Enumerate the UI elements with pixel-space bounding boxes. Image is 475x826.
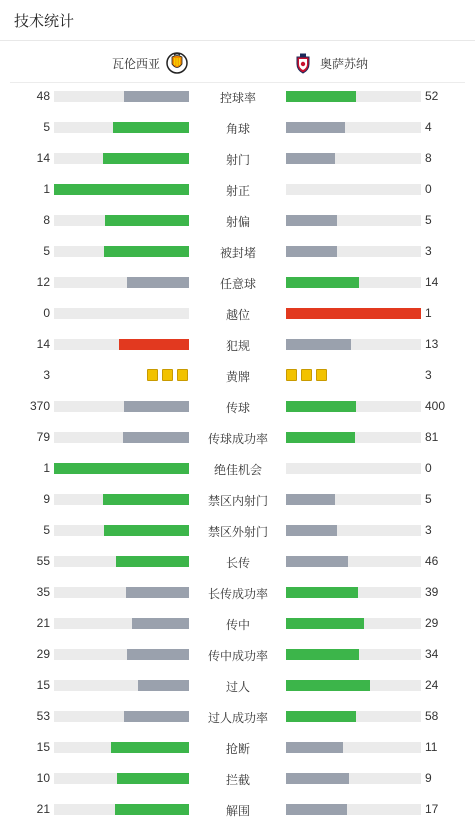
- stat-label: 过人成功率: [207, 711, 268, 725]
- home-value: 15: [36, 678, 50, 692]
- home-value: 53: [36, 709, 50, 723]
- home-team-name: 瓦伦西亚: [111, 56, 160, 71]
- stat-label: 角球: [225, 122, 250, 136]
- stat-label: 任意球: [219, 277, 256, 291]
- yellow-card-icon: [316, 369, 327, 381]
- away-bar-track: [286, 494, 421, 505]
- stat-row: [0, 577, 475, 608]
- away-value: 52: [425, 89, 439, 103]
- away-bar-track: [286, 91, 421, 102]
- stat-label: 禁区外射门: [207, 525, 268, 539]
- away-value: 4: [425, 120, 432, 134]
- away-bar-fill: [286, 556, 348, 567]
- stat-label: 过人: [225, 680, 250, 694]
- stat-row: [0, 391, 475, 422]
- home-bar-fill: [116, 556, 189, 567]
- away-value: 3: [425, 368, 432, 382]
- away-bar-track: [286, 587, 421, 598]
- home-bar-fill: [124, 401, 189, 412]
- stat-row: [0, 422, 475, 453]
- stat-label: 拦截: [225, 773, 250, 787]
- away-bar-fill: [286, 215, 337, 226]
- stat-row: [0, 267, 475, 298]
- stat-row: [0, 81, 475, 112]
- home-bar-track: [54, 432, 189, 443]
- home-bar-track: [54, 742, 189, 753]
- away-bar-track: [286, 184, 421, 195]
- home-bar-track: [54, 401, 189, 412]
- stat-label: 传中: [225, 618, 250, 632]
- stat-row: [0, 732, 475, 763]
- away-bar-fill: [286, 339, 351, 350]
- away-bar-fill: [286, 680, 370, 691]
- home-bar-fill: [113, 122, 189, 133]
- stat-label: 传球: [225, 401, 250, 415]
- stat-row: [0, 453, 475, 484]
- away-bar-track: [286, 153, 421, 164]
- home-value: 5: [43, 120, 50, 134]
- stat-label: 绝佳机会: [213, 463, 262, 477]
- away-value: 0: [425, 461, 432, 475]
- stat-label: 黄牌: [225, 370, 250, 384]
- home-bar-fill: [132, 618, 189, 629]
- stat-label: 控球率: [219, 91, 256, 105]
- home-value: 370: [29, 399, 50, 413]
- home-bar-fill: [54, 463, 189, 474]
- away-bar-fill: [286, 649, 359, 660]
- home-value: 12: [36, 275, 50, 289]
- home-value: 14: [36, 337, 50, 351]
- stat-row: [0, 298, 475, 329]
- away-value: 1: [425, 306, 432, 320]
- home-bar-track: [54, 215, 189, 226]
- home-value: 9: [43, 492, 50, 506]
- away-bar-fill: [286, 711, 356, 722]
- away-value: 34: [425, 647, 439, 661]
- away-bar-fill: [286, 91, 356, 102]
- stat-label: 长传成功率: [207, 587, 268, 601]
- home-bar-fill: [126, 587, 189, 598]
- stat-row: [0, 205, 475, 236]
- home-value: 5: [43, 523, 50, 537]
- away-bar-track: [286, 680, 421, 691]
- stat-row: [0, 329, 475, 360]
- home-value: 0: [43, 306, 50, 320]
- away-bar-fill: [286, 494, 335, 505]
- away-bar-track: [286, 804, 421, 815]
- stat-row: [0, 484, 475, 515]
- valencia-crest-icon: [166, 52, 188, 74]
- away-bar-fill: [286, 618, 364, 629]
- stat-row: [0, 608, 475, 639]
- away-value: 9: [425, 771, 432, 785]
- away-bar-fill: [286, 773, 349, 784]
- home-value: 48: [36, 89, 50, 103]
- home-bar-track: [54, 587, 189, 598]
- home-team[interactable]: [112, 52, 188, 74]
- away-bar-fill: [286, 742, 343, 753]
- home-value: 15: [36, 740, 50, 754]
- home-bar-fill: [127, 649, 189, 660]
- home-value: 29: [36, 647, 50, 661]
- away-bar-fill: [286, 804, 347, 815]
- home-value: 8: [43, 213, 50, 227]
- home-bar-fill: [105, 215, 189, 226]
- away-bar-track: [286, 773, 421, 784]
- yellow-card-icon: [286, 369, 297, 381]
- home-value: 55: [36, 554, 50, 568]
- stat-row: [0, 515, 475, 546]
- home-bar-track: [54, 618, 189, 629]
- home-bar-fill: [117, 773, 189, 784]
- yellow-card-icon: [301, 369, 312, 381]
- home-bar-track: [54, 649, 189, 660]
- away-value: 13: [425, 337, 439, 351]
- away-bar-track: [286, 432, 421, 443]
- away-value: 0: [425, 182, 432, 196]
- yellow-card-icon: [147, 369, 158, 381]
- away-bar-track: [286, 308, 421, 319]
- home-bar-track: [54, 122, 189, 133]
- away-value: 24: [425, 678, 439, 692]
- stat-label: 传中成功率: [207, 649, 268, 663]
- away-bar-fill: [286, 432, 355, 443]
- away-bar-track: [286, 556, 421, 567]
- away-bar-track: [286, 618, 421, 629]
- away-value: 46: [425, 554, 439, 568]
- home-value: 14: [36, 151, 50, 165]
- home-value: 3: [43, 368, 50, 382]
- away-bar-fill: [286, 153, 335, 164]
- away-bar-track: [286, 401, 421, 412]
- away-bar-fill: [286, 525, 337, 536]
- away-value: 3: [425, 244, 432, 258]
- home-value: 79: [36, 430, 50, 444]
- away-value: 17: [425, 802, 439, 816]
- home-bar-fill: [104, 246, 189, 257]
- stat-row: [0, 794, 475, 825]
- away-value: 58: [425, 709, 439, 723]
- away-value: 5: [425, 492, 432, 506]
- home-value: 21: [36, 616, 50, 630]
- home-bar-track: [54, 339, 189, 350]
- home-value: 10: [36, 771, 50, 785]
- away-value: 400: [425, 399, 446, 413]
- stat-label: 解围: [225, 804, 250, 818]
- home-bar-fill: [103, 494, 189, 505]
- away-bar-fill: [286, 401, 356, 412]
- stat-label: 越位: [225, 308, 250, 322]
- home-bar-track: [54, 91, 189, 102]
- yellow-card-icon: [177, 369, 188, 381]
- stat-row: [0, 763, 475, 794]
- away-team[interactable]: [292, 52, 368, 74]
- stat-label: 射正: [225, 184, 250, 198]
- home-bar-track: [54, 308, 189, 319]
- home-bar-track: [54, 463, 189, 474]
- home-cards: [147, 369, 188, 381]
- stat-row: [0, 236, 475, 267]
- stats-list: [0, 81, 475, 825]
- away-bar-track: [286, 463, 421, 474]
- home-bar-fill: [124, 91, 189, 102]
- away-value: 5: [425, 213, 432, 227]
- home-bar-track: [54, 525, 189, 536]
- home-bar-track: [54, 494, 189, 505]
- stat-row: [0, 639, 475, 670]
- osasuna-crest-icon: [292, 52, 314, 74]
- home-bar-fill: [115, 804, 189, 815]
- away-bar-track: [286, 711, 421, 722]
- stat-label: 禁区内射门: [207, 494, 268, 508]
- away-bar-track: [286, 246, 421, 257]
- home-bar-fill: [103, 153, 189, 164]
- home-value: 21: [36, 802, 50, 816]
- away-value: 39: [425, 585, 439, 599]
- yellow-card-icon: [162, 369, 173, 381]
- stat-row: [0, 546, 475, 577]
- home-bar-track: [54, 680, 189, 691]
- stat-row: [0, 112, 475, 143]
- home-value: 1: [43, 182, 50, 196]
- away-bar-track: [286, 215, 421, 226]
- home-value: 1: [43, 461, 50, 475]
- away-bar-track: [286, 122, 421, 133]
- home-bar-fill: [124, 711, 189, 722]
- home-bar-track: [54, 246, 189, 257]
- home-bar-track: [54, 153, 189, 164]
- stat-row: [0, 174, 475, 205]
- page-title: 技术统计: [14, 13, 75, 30]
- stat-label: 被封堵: [219, 246, 256, 260]
- away-bar-fill: [286, 122, 345, 133]
- stat-label: 犯规: [225, 339, 250, 353]
- home-bar-track: [54, 711, 189, 722]
- home-value: 5: [43, 244, 50, 258]
- teams-header: [10, 42, 465, 83]
- home-bar-fill: [119, 339, 189, 350]
- stat-label: 抢断: [225, 742, 250, 756]
- away-value: 81: [425, 430, 439, 444]
- header-divider: [0, 40, 475, 41]
- away-value: 11: [425, 740, 438, 754]
- away-bar-fill: [286, 587, 358, 598]
- home-value: 35: [36, 585, 50, 599]
- home-bar-fill: [54, 184, 189, 195]
- stat-row: [0, 670, 475, 701]
- away-team-name: 奥萨苏纳: [320, 56, 369, 71]
- home-bar-track: [54, 184, 189, 195]
- away-bar-track: [286, 339, 421, 350]
- stat-row: [0, 143, 475, 174]
- home-bar-track: [54, 804, 189, 815]
- away-bar-fill: [286, 246, 337, 257]
- away-value: 8: [425, 151, 432, 165]
- stat-row: [0, 360, 475, 391]
- home-bar-fill: [127, 277, 189, 288]
- home-bar-fill: [111, 742, 189, 753]
- home-bar-fill: [104, 525, 189, 536]
- away-value: 29: [425, 616, 439, 630]
- home-bar-track: [54, 277, 189, 288]
- away-bar-track: [286, 649, 421, 660]
- home-bar-fill: [138, 680, 189, 691]
- away-bar-fill: [286, 308, 421, 319]
- away-bar-track: [286, 742, 421, 753]
- stat-label: 射偏: [225, 215, 250, 229]
- away-bar-fill: [286, 277, 359, 288]
- away-value: 3: [425, 523, 432, 537]
- home-bar-track: [54, 773, 189, 784]
- stat-row: [0, 701, 475, 732]
- away-value: 14: [425, 275, 439, 289]
- away-bar-track: [286, 277, 421, 288]
- away-bar-track: [286, 525, 421, 536]
- home-bar-fill: [123, 432, 189, 443]
- away-cards: [286, 369, 327, 381]
- stat-label: 射门: [225, 153, 250, 167]
- stat-label: 长传: [225, 556, 250, 570]
- stat-label: 传球成功率: [207, 432, 268, 446]
- home-bar-track: [54, 556, 189, 567]
